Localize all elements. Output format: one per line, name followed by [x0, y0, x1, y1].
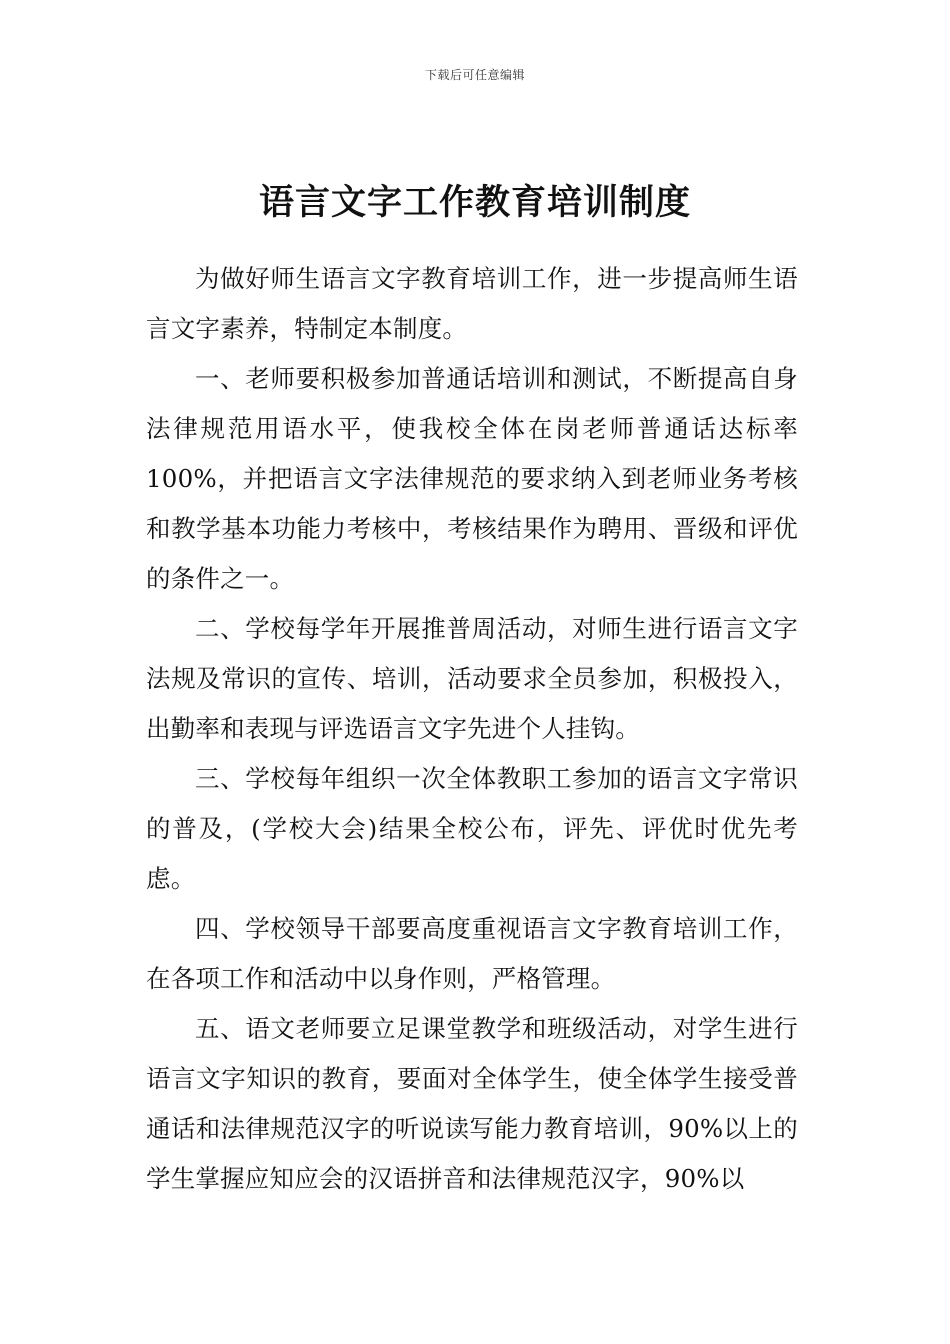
document-title: 语言文字工作教育培训制度	[258, 182, 691, 223]
document-body	[146, 254, 798, 1204]
paragraph-2: 二、学校每学年开展推普周活动，对师生进行语言文字法规及常识的宣传、培训，活动要求全员参加，积极投入，出勤率和表现与评选语言文字先进个人挂钩。	[146, 614, 798, 743]
paragraph-4: 四、学校领导干部要高度重视语言文字教育培训工作，在各项工作和活动中以身作则，严格管理。	[146, 914, 798, 993]
paragraph-5: 五、语文老师要立足课堂教学和班级活动，对学生进行语言文字知识的教育，要面对全体学生，使全体学生接受普通话和法律规范汉字的听说读写能力教育培训，90%以上的学生掌握应知应会的汉语拼音和法律规范汉字，90%以	[146, 1014, 798, 1193]
paragraph-3: 三、学校每年组织一次全体教职工参加的语言文字常识的普及，(学校大会)结果全校公布，评先、评优时优先考虑。	[146, 764, 798, 893]
paragraph-1: 一、老师要积极参加普通话培训和测试，不断提高自身法律规范用语水平，使我校全体在岗老师普通话达标率100%，并把语言文字法律规范的要求纳入到老师业务考核和教学基本功能力考核中，考核结果作为聘用、晋级和评优的条件之一。	[146, 364, 798, 593]
header-note: 下载后可任意编辑	[424, 68, 525, 82]
paragraph-intro: 为做好师生语言文字教育培训工作，进一步提高师生语言文字素养，特制定本制度。	[146, 264, 798, 343]
